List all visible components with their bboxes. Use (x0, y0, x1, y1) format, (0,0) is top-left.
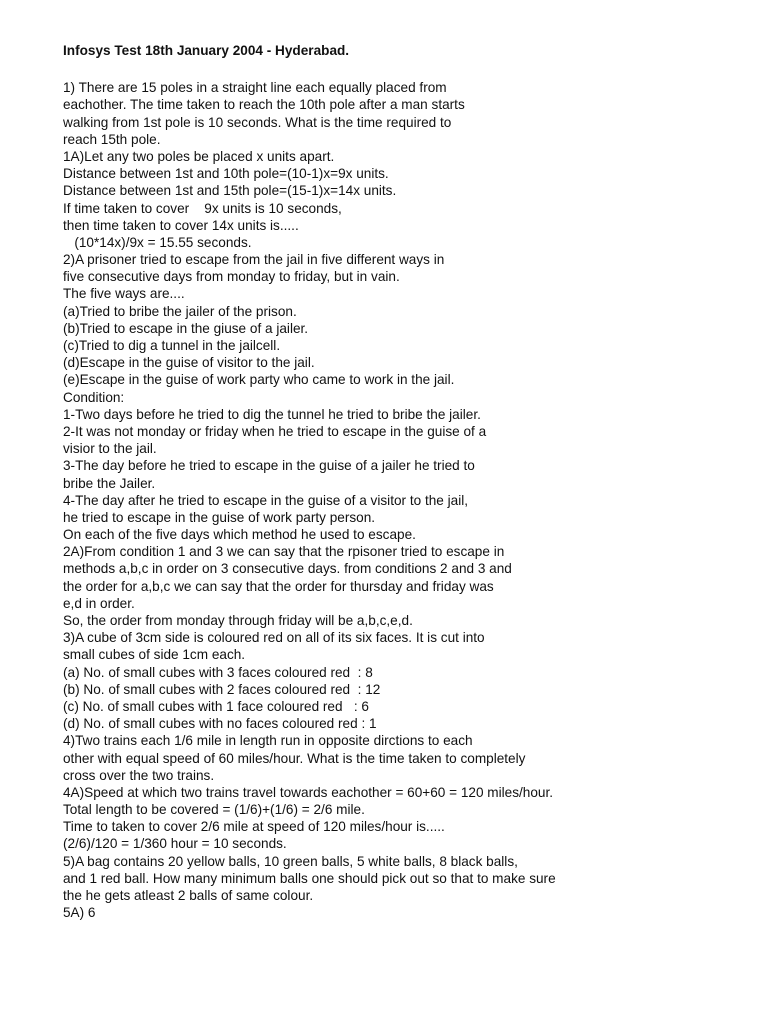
text-line: (e)Escape in the guise of work party who came to work in the jail. (63, 372, 455, 388)
text-line: other with equal speed of 60 miles/hour. What is the time taken to completely (63, 750, 526, 766)
text-line: 4-The day after he tried to escape in the guise of a visitor to the jail, (63, 492, 469, 508)
document-body (63, 79, 753, 921)
text-line: e,d in order. (63, 595, 135, 611)
text-line: eachother. The time taken to reach the 10th pole after a man starts (63, 97, 465, 113)
text-line: (a) No. of small cubes with 3 faces coloured red : 8 (63, 664, 373, 680)
text-line: then time taken to cover 14x units is..... (63, 217, 299, 233)
text-line: 5)A bag contains 20 yellow balls, 10 green balls, 5 white balls, 8 black balls, (63, 853, 518, 869)
text-line: cross over the two trains. (63, 767, 215, 783)
text-line: walking from 1st pole is 10 seconds. What is the time required to (63, 114, 452, 130)
text-line: 4A)Speed at which two trains travel towards eachother = 60+60 = 120 miles/hour. (63, 784, 554, 800)
text-line: and 1 red ball. How many minimum balls one should pick out so that to make sure (63, 870, 556, 886)
text-line: 5A) 6 (63, 905, 96, 921)
text-line: the he gets atleast 2 balls of same colour. (63, 888, 314, 903)
text-line: 2-It was not monday or friday when he tried to escape in the guise of a (63, 423, 487, 439)
text-line: (d) No. of small cubes with no faces coloured red : 1 (63, 716, 377, 732)
text-line: (c)Tried to dig a tunnel in the jailcell. (63, 338, 281, 353)
text-line: bribe the Jailer. (63, 475, 156, 491)
document-page (63, 42, 753, 921)
text-line: (d)Escape in the guise of visitor to the jail. (63, 355, 315, 371)
text-line: On each of the five days which method he used to escape. (63, 527, 416, 543)
text-line: Total length to be covered = (1/6)+(1/6) = 2/6 mile. (63, 802, 365, 818)
document-title: Infosys Test 18th January 2004 - Hyderabad. (63, 43, 350, 58)
text-line: 4)Two trains each 1/6 mile in length run in opposite dirctions to each (63, 733, 473, 749)
text-line: (c) No. of small cubes with 1 face coloured red : 6 (63, 698, 369, 714)
text-line: 1A)Let any two poles be placed x units apart. (63, 148, 335, 164)
text-line: If time taken to cover 9x units is 10 seconds, (63, 200, 342, 216)
text-line: 3-The day before he tried to escape in the guise of a jailer he tried to (63, 458, 475, 474)
text-line: Distance between 1st and 15th pole=(15-1)x=14x units. (63, 183, 397, 199)
text-line: 2A)From condition 1 and 3 we can say that the rpisoner tried to escape in (63, 544, 505, 560)
text-line: So, the order from monday through friday will be a,b,c,e,d. (63, 613, 413, 628)
text-line: small cubes of side 1cm each. (63, 647, 246, 663)
text-line: he tried to escape in the guise of work party person. (63, 509, 376, 525)
text-line: (a)Tried to bribe the jailer of the prison. (63, 303, 297, 319)
text-line: five consecutive days from monday to friday, but in vain. (63, 269, 400, 285)
text-line: 1) There are 15 poles in a straight line each equally placed from (63, 80, 447, 96)
text-line: (b)Tried to escape in the giuse of a jailer. (63, 320, 309, 336)
text-line: methods a,b,c in order on 3 consecutive days. from conditions 2 and 3 and (63, 561, 512, 577)
text-line: The five ways are.... (63, 286, 185, 302)
text-line: 3)A cube of 3cm side is coloured red on all of its six faces. It is cut into (63, 630, 485, 646)
text-line: the order for a,b,c we can say that the order for thursday and friday was (63, 578, 494, 594)
text-line: Distance between 1st and 10th pole=(10-1)x=9x units. (63, 166, 389, 182)
text-line: Time to taken to cover 2/6 mile at speed of 120 miles/hour is..... (63, 819, 445, 835)
text-line: visior to the jail. (63, 441, 157, 457)
text-line: Condition: (63, 389, 125, 405)
text-line: (b) No. of small cubes with 2 faces coloured red : 12 (63, 681, 381, 697)
text-line: (2/6)/120 = 1/360 hour = 10 seconds. (63, 836, 287, 852)
text-line: 2)A prisoner tried to escape from the jail in five different ways in (63, 252, 445, 268)
text-line: 1-Two days before he tried to dig the tunnel he tried to bribe the jailer. (63, 406, 481, 422)
text-line: (10*14x)/9x = 15.55 seconds. (63, 234, 252, 250)
text-line: reach 15th pole. (63, 131, 161, 147)
title-spacer (63, 59, 753, 79)
